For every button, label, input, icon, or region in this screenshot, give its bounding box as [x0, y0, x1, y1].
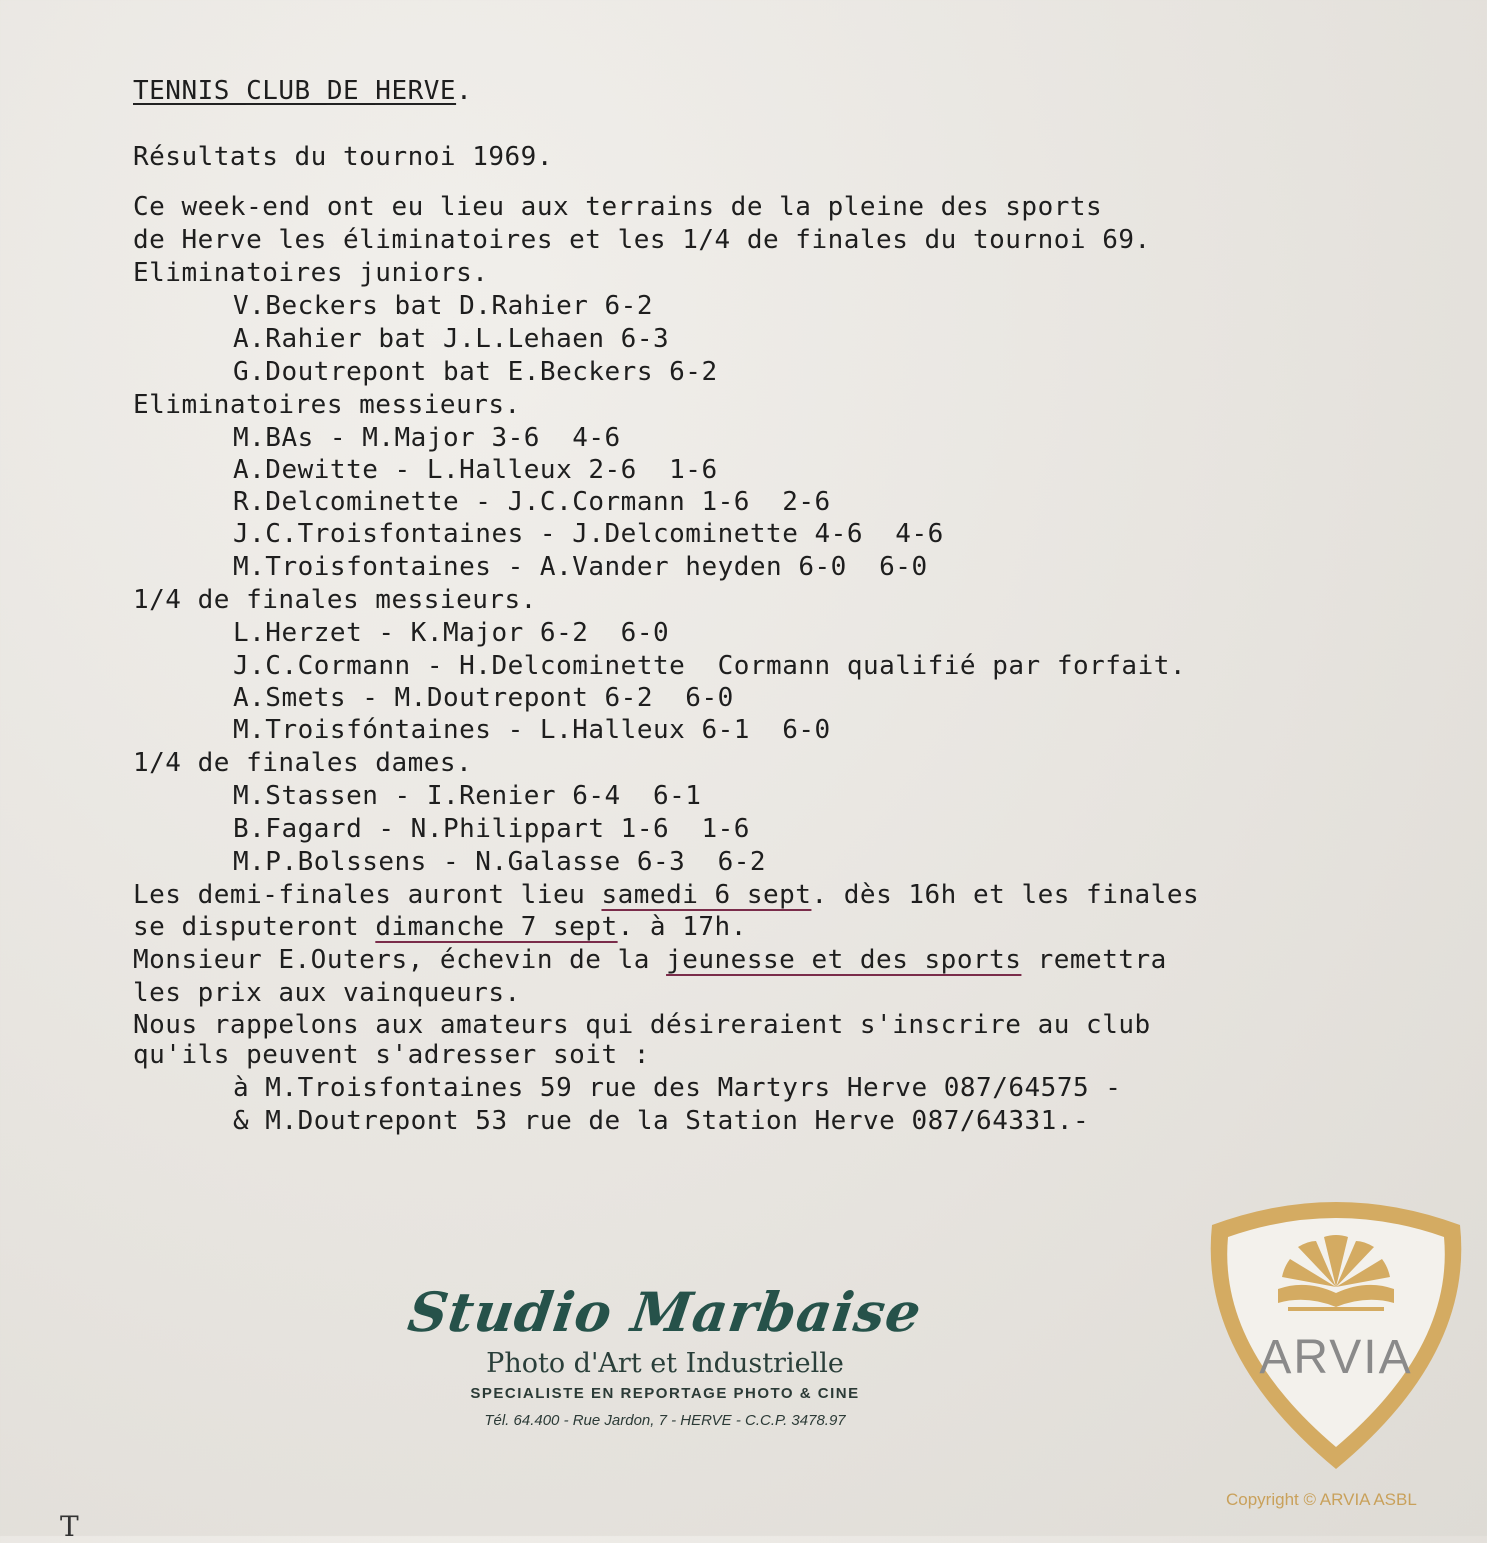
match-line: A.Rahier bat J.L.Lehaen 6-3	[233, 324, 670, 354]
intro-line: Ce week-end ont eu lieu aux terrains de la pleine des sports	[133, 192, 1103, 222]
match-line: A.Dewitte - L.Halleux 2-6 1-6	[233, 455, 718, 485]
section-heading: Eliminatoires juniors.	[133, 258, 489, 288]
match-line: B.Fagard - N.Philippart 1-6 1-6	[233, 814, 750, 844]
match-line: J.C.Troisfontaines - J.Delcominette 4-6 4-6	[233, 519, 944, 549]
match-line: M.Stassen - I.Renier 6-4 6-1	[233, 781, 702, 811]
match-line: A.Smets - M.Doutrepont 6-2 6-0	[233, 683, 734, 713]
closing-line: Monsieur E.Outers, échevin de la jeunesse et des sports remettra	[133, 945, 1167, 975]
logo-text: ARVIA	[1259, 1331, 1413, 1384]
closing-line: se disputeront dimanche 7 sept. à 17h.	[133, 912, 747, 942]
match-line: V.Beckers bat D.Rahier 6-2	[233, 291, 653, 321]
copyright: Copyright © ARVIA ASBL	[1226, 1490, 1417, 1509]
corner-mark: T	[60, 1510, 79, 1543]
intro-line: de Herve les éliminatoires et les 1/4 de finales du tournoi 69.	[133, 225, 1151, 255]
contact-line: & M.Doutrepont 53 rue de la Station Herve 087/64331.-	[233, 1106, 1090, 1136]
match-line: R.Delcominette - J.C.Cormann 1-6 2-6	[233, 487, 831, 517]
subtitle: Résultats du tournoi 1969.	[133, 142, 553, 172]
match-line: M.Troisfontaines - A.Vander heyden 6-0 6-0	[233, 552, 928, 582]
closing-line: Les demi-finales auront lieu samedi 6 sept. dès 16h et les finales	[133, 880, 1200, 910]
contact-line: à M.Troisfontaines 59 rue des Martyrs Herve 087/64575 -	[233, 1073, 1122, 1103]
match-line: J.C.Cormann - H.Delcominette Cormann qualifié par forfait.	[233, 651, 1187, 681]
stamp-subtitle: Photo d'Art et Industrielle	[486, 1348, 844, 1379]
underlined-phrase: jeunesse et des sports	[666, 945, 1022, 975]
closing-line: qu'ils peuvent s'adresser soit :	[133, 1040, 650, 1070]
underlined-date: dimanche 7 sept	[375, 912, 618, 942]
underlined-date: samedi 6 sept	[601, 880, 812, 910]
closing-line: Nous rappelons aux amateurs qui désireraient s'inscrire au club	[133, 1010, 1151, 1040]
closing-line: les prix aux vainqueurs.	[133, 978, 521, 1008]
arvia-logo	[1198, 1185, 1474, 1475]
section-heading: 1/4 de finales messieurs.	[133, 585, 537, 615]
match-line: L.Herzet - K.Major 6-2 6-0	[233, 618, 670, 648]
match-line: M.BAs - M.Major 3-6 4-6	[233, 423, 621, 453]
club-title: TENNIS_CLUB_DE_HERVE	[133, 76, 457, 106]
stamp-brand: Studio Marbaise	[404, 1280, 926, 1344]
stamp-specialty: SPECIALISTE EN REPORTAGE PHOTO & CINE	[470, 1385, 860, 1402]
match-line: M.P.Bolssens - N.Galasse 6-3 6-2	[233, 847, 767, 877]
section-heading: 1/4 de finales dames.	[133, 748, 473, 778]
match-line: M.Troisfóntaines - L.Halleux 6-1 6-0	[233, 715, 831, 745]
club-title-line: TENNIS_CLUB_DE_HERVE.	[133, 76, 473, 106]
match-line: G.Doutrepont bat E.Beckers 6-2	[233, 357, 718, 387]
stamp-address: Tél. 64.400 - Rue Jardon, 7 - HERVE - C.C.P. 3478.97	[484, 1412, 846, 1429]
studio-stamp	[405, 1280, 925, 1429]
section-heading: Eliminatoires messieurs.	[133, 390, 521, 420]
